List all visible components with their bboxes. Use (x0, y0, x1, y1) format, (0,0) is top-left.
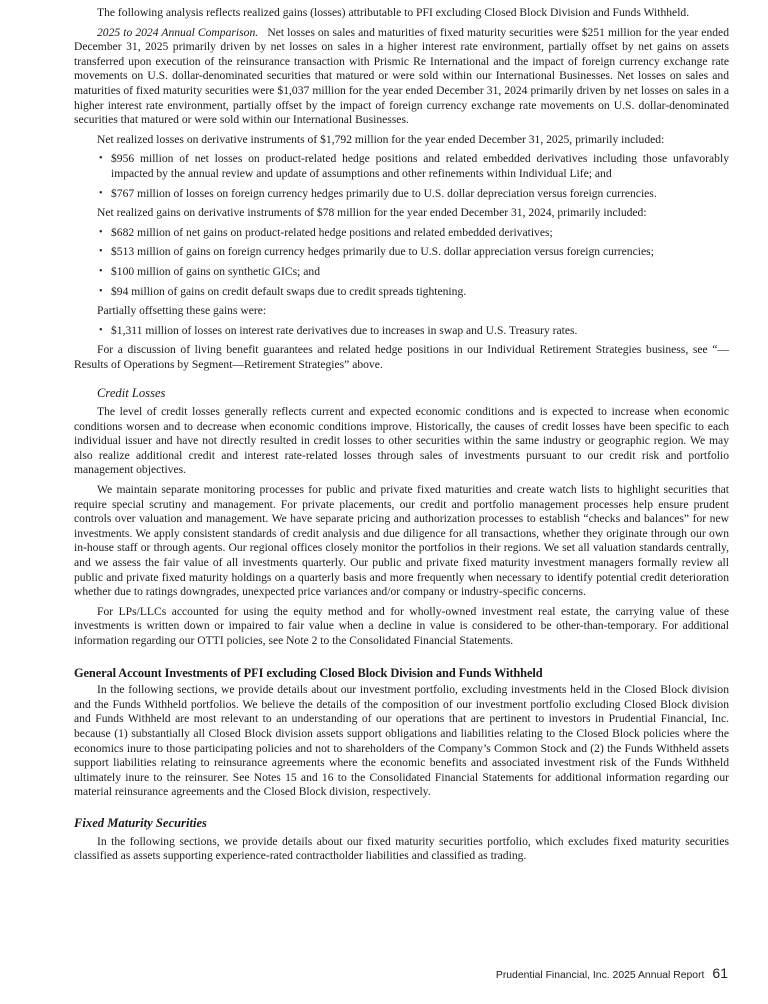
annual-comparison-label: 2025 to 2024 Annual Comparison. (97, 25, 259, 39)
list-item: • $956 million of net losses on product-related hedge positions and related embedded derivatives including those unfavorably impacted by the annual review and update of assumptions and other refinements within Individual Life; and (74, 152, 729, 181)
credit-losses-heading: Credit Losses (97, 386, 166, 401)
losses-2025-lead: Net realized losses on derivative instruments of $1,792 million for the year ended December 31, 2025, primarily included: (97, 132, 665, 146)
losses-2025-list (74, 152, 729, 201)
list-item: • $100 million of gains on synthetic GICs; and (74, 265, 729, 280)
intro-paragraph: The following analysis reflects realized gains (losses) attributable to PFI excluding Closed Block Division and Funds Withheld. (97, 6, 690, 19)
discussion-paragraph: For a discussion of living benefit guarantees and related hedge positions in our Individual Retirement Strategies business, see “—Results of Operations by Segment—Retirement Strategies” above. (74, 343, 729, 371)
report-title: Prudential Financial, Inc. 2025 Annual Report (495, 970, 705, 981)
page-footer (496, 965, 728, 981)
offsetting-lead: Partially offsetting these gains were: (97, 304, 267, 318)
general-account-paragraph: In the following sections, we provide details about our investment portfolio, excluding investments held in the Closed Block division and the Funds Withheld portfolios. We believe the details of the composition of our investment portfolio excluding Closed Block division and Funds Withheld are most relevant to an understanding of our operations that are pertinent to investors in Prudential Financial, Inc. because (1) substantially all Closed Block division assets support obligations and liabilities relating to the Closed Block policies where the economics inure to those participating policies and not to shareholders of the Company’s Common Stock and (2) the Funds Withheld assets support liabilities relating to reinsurance agreements where the economic benefits and associated investment risk of the Funds Withheld ultimately inure to the reinsurer. See Notes 15 and 16 to the Consolidated Financial Statements for additional information regarding our material reinsurance agreements and the Closed Block division, respectively. (74, 683, 729, 799)
document-page (74, 6, 729, 869)
gains-2024-lead: Net realized gains on derivative instruments of $78 million for the year ended December 31, 2024, primarily included: (97, 206, 647, 220)
credit-losses-paragraph: The level of credit losses generally reflects current and expected economic conditions and is expected to increase when economic conditions worsen and to decrease when economic conditions improve. Historically, the causes of credit losses have been specific to each individual issuer and have not directly resulted in credit losses to other securities within the same industry or geographic region. We may also realize additional credit and interest rate-related losses through sales of investments pursuant to our credit risk and portfolio management objectives. (74, 405, 729, 477)
page-number: 61 (712, 965, 728, 981)
monitoring-paragraph: We maintain separate monitoring processes for public and private fixed maturities and create watch lists to highlight securities that require special scrutiny and management. For private placements, our credit and portfolio management processes help ensure prudent controls over valuation and management. We have separate pricing and authorization processes to establish “checks and balances” for new investments. We apply consistent standards of credit analysis and due diligence for all transactions, whether they originate through our own in-house staff or through agents. Our regional offices closely monitor the portfolios in their regions. We set all valuation standards centrally, and we assess the fair value of all investments quarterly. Our public and private fixed maturity investment managers formally review all public and private fixed maturity holdings on a quarterly basis and more frequently when necessary to identify potential credit deterioration whether due to ratings downgrades, unexpected price variances and/or company or industry-specific concerns. (74, 483, 729, 599)
otti-paragraph: For LPs/LLCs accounted for using the equity method and for wholly-owned investment real estate, the carrying value of these investments is written down or impaired to fair value when a decline in value is considered to be other-than-temporary. For additional information regarding our OTTI policies, see Note 2 to the Consolidated Financial Statements. (74, 604, 729, 647)
fixed-maturity-heading: Fixed Maturity Securities (74, 815, 207, 830)
annual-comparison-text: Net losses on sales and maturities of fixed maturity securities were $251 million for the year ended December 31, 2025 primarily driven by net losses on sales in a higher interest rate environment, partially offset by net gains on assets transferred upon execution of the reinsurance transaction with Prismic Re International and the impact of foreign currency exchange rate movements on U.S. dollar-denominated securities that matured or were sold within our International Businesses. Net losses on sales and maturities of fixed maturity securities were $1,037 million for the year ended December 31, 2024 primarily driven by net losses on sales in a higher interest rate environment, partially offset by the impact of foreign currency exchange rate movements on U.S. dollar-denominated securities that matured or were sold within our International Businesses. (74, 25, 729, 127)
offsetting-list (74, 324, 729, 339)
list-item: • $513 million of gains on foreign currency hedges primarily due to U.S. dollar appreciation versus foreign currencies; (74, 245, 729, 260)
list-item: • $682 million of net gains on product-related hedge positions and related embedded derivatives; (74, 226, 729, 241)
list-item: • $1,311 million of losses on interest rate derivatives due to increases in swap and U.S. Treasury rates. (74, 324, 729, 339)
general-account-heading: General Account Investments of PFI excluding Closed Block Division and Funds Withheld (74, 665, 543, 680)
list-item: • $94 million of gains on credit default swaps due to credit spreads tightening. (74, 285, 729, 300)
fixed-maturity-paragraph: In the following sections, we provide details about our fixed maturity securities portfolio, which excludes fixed maturity securities classified as assets supporting experience-rated contractholder liabilities and classified as trading. (74, 834, 729, 863)
gains-2024-list (74, 226, 729, 299)
list-item: • $767 million of losses on foreign currency hedges primarily due to U.S. dollar depreciation versus foreign currencies. (74, 187, 729, 202)
annual-comparison-paragraph (74, 26, 729, 128)
